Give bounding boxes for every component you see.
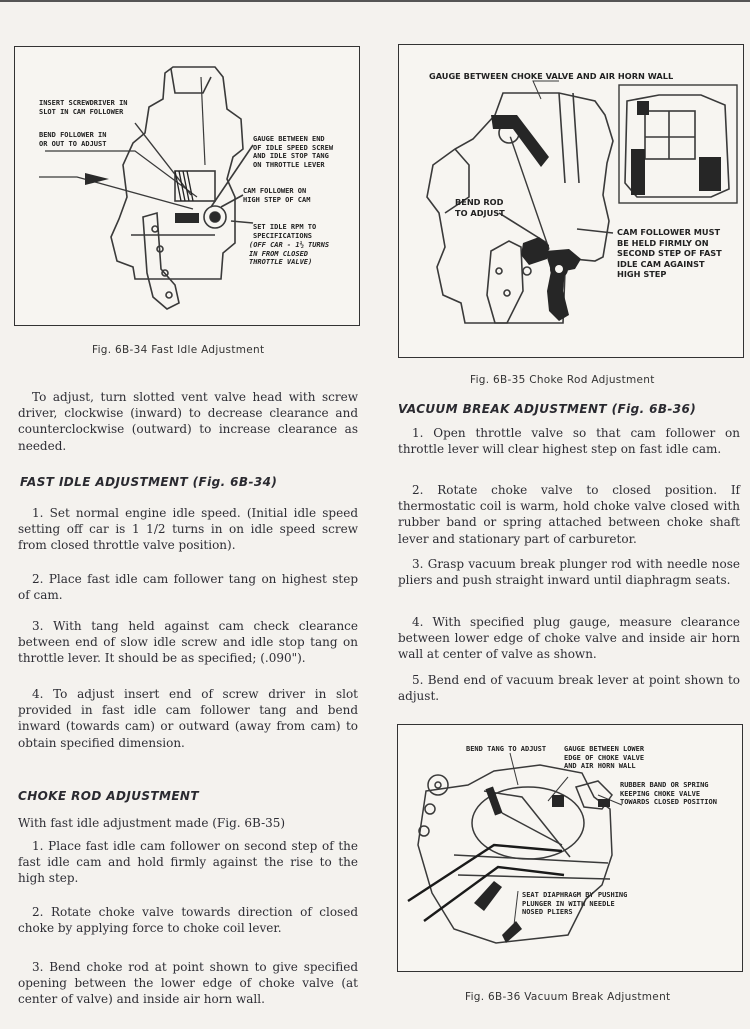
label-rubber-band-spring: RUBBER BAND OR SPRING KEEPING CHOKE VALVE TOWARDS CLOSED POSITION <box>620 781 717 807</box>
label-bend-follower: BEND FOLLOWER IN OR OUT TO ADJUST <box>39 131 107 148</box>
caption-fig-6b-36: Fig. 6B-36 Vacuum Break Adjustment <box>465 991 671 1003</box>
caption-fig-6b-34: Fig. 6B-34 Fast Idle Adjustment <box>92 344 265 356</box>
choke-rod-step-1: 1. Place fast idle cam follower on second step of the fast idle cam and hold firmly against the rise to the high step. <box>18 839 358 886</box>
fast-idle-step-2: 2. Place fast idle cam follower tang on highest step of cam. <box>18 572 358 603</box>
label-gauge-lower-edge: GAUGE BETWEEN LOWER EDGE OF CHOKE VALVE AND AIR HORN WALL <box>564 745 645 771</box>
label-seat-diaphragm: SEAT DIAPHRAGM BY PUSHING PLUNGER IN WITH NEEDLE NOSED PLIERS <box>522 891 628 917</box>
label-gauge-idle-screw: GAUGE BETWEEN END OF IDLE SPEED SCREW AND IDLE STOP TANG ON THROTTLE LEVER <box>253 135 334 169</box>
vacuum-step-2: 2. Rotate choke valve to closed position. If thermostatic coil is warm, hold choke valve closed with rubber band or spring attached between choke shaft lever and stationary part of carburetor. <box>398 483 740 546</box>
heading-choke-rod-adjustment: CHOKE ROD ADJUSTMENT <box>18 789 199 803</box>
label-insert-screwdriver: INSERT SCREWDRIVER IN SLOT IN CAM FOLLOWER <box>39 99 128 116</box>
figure-6b-35 <box>398 44 744 358</box>
fast-idle-step-3: 3. With tang held against cam check clearance between end of slow idle screw and idle stop tang on throttle lever. It should be as specified; (.090"). <box>18 619 358 666</box>
choke-rod-step-2: 2. Rotate choke valve towards direction of closed choke by applying force to choke coil lever. <box>18 905 358 936</box>
label-gauge-choke-valve: GAUGE BETWEEN CHOKE VALVE AND AIR HORN WALL <box>429 71 674 81</box>
vacuum-step-4: 4. With specified plug gauge, measure clearance between lower edge of choke valve and inside air horn wall at center of valve as shown. <box>398 615 740 662</box>
fast-idle-step-1: 1. Set normal engine idle speed. (Initial idle speed setting off car is 1 1/2 turns in on idle speed screw from closed throttle valve position). <box>18 506 358 553</box>
fast-idle-illustration <box>15 47 359 325</box>
page-top-rule <box>0 0 750 2</box>
paragraph-intro: To adjust, turn slotted vent valve head with screw driver, clockwise (inward) to decrease clearance and counterclockwise (outward) to increase clearance as needed. <box>18 390 358 453</box>
label-cam-follower-second-step: CAM FOLLOWER MUST BE HELD FIRMLY ON SECOND STEP OF FAST IDLE CAM AGAINST HIGH STEP <box>617 227 722 280</box>
choke-rod-illustration <box>399 45 743 357</box>
label-bend-tang: BEND TANG TO ADJUST <box>466 745 547 753</box>
vacuum-step-3: 3. Grasp vacuum break plunger rod with needle nose pliers and push straight inward until diaphragm seats. <box>398 557 740 588</box>
choke-rod-intro: With fast idle adjustment made (Fig. 6B-35) <box>18 816 286 830</box>
fast-idle-step-4: 4. To adjust insert end of screw driver in slot provided in fast idle cam follower tang and bend inward (towards cam) or outward (away from cam) to obtain specified dimension. <box>18 687 358 750</box>
label-bend-rod: BEND ROD TO ADJUST <box>455 197 505 218</box>
label-set-idle-rpm: SET IDLE RPM TO SPECIFICATIONS <box>253 223 317 240</box>
figure-6b-34 <box>14 46 360 326</box>
figure-6b-36 <box>397 724 743 972</box>
caption-fig-6b-35: Fig. 6B-35 Choke Rod Adjustment <box>470 374 655 386</box>
choke-rod-step-3: 3. Bend choke rod at point shown to give specified opening between the lower edge of choke valve (at center of valve) and inside air horn wall. <box>18 960 358 1007</box>
vacuum-step-1: 1. Open throttle valve so that cam follower on throttle lever will clear highest step on fast idle cam. <box>398 426 740 457</box>
heading-fast-idle-adjustment: FAST IDLE ADJUSTMENT (Fig. 6B-34) <box>20 475 278 489</box>
label-off-car-turns: (OFF CAR - 1½ TURNS IN FROM CLOSED THROTTLE VALVE) <box>249 241 330 267</box>
vacuum-step-5: 5. Bend end of vacuum break lever at point shown to adjust. <box>398 673 740 704</box>
heading-vacuum-break-adjustment: VACUUM BREAK ADJUSTMENT (Fig. 6B-36) <box>398 402 697 416</box>
label-cam-follower-high-step: CAM FOLLOWER ON HIGH STEP OF CAM <box>243 187 311 204</box>
